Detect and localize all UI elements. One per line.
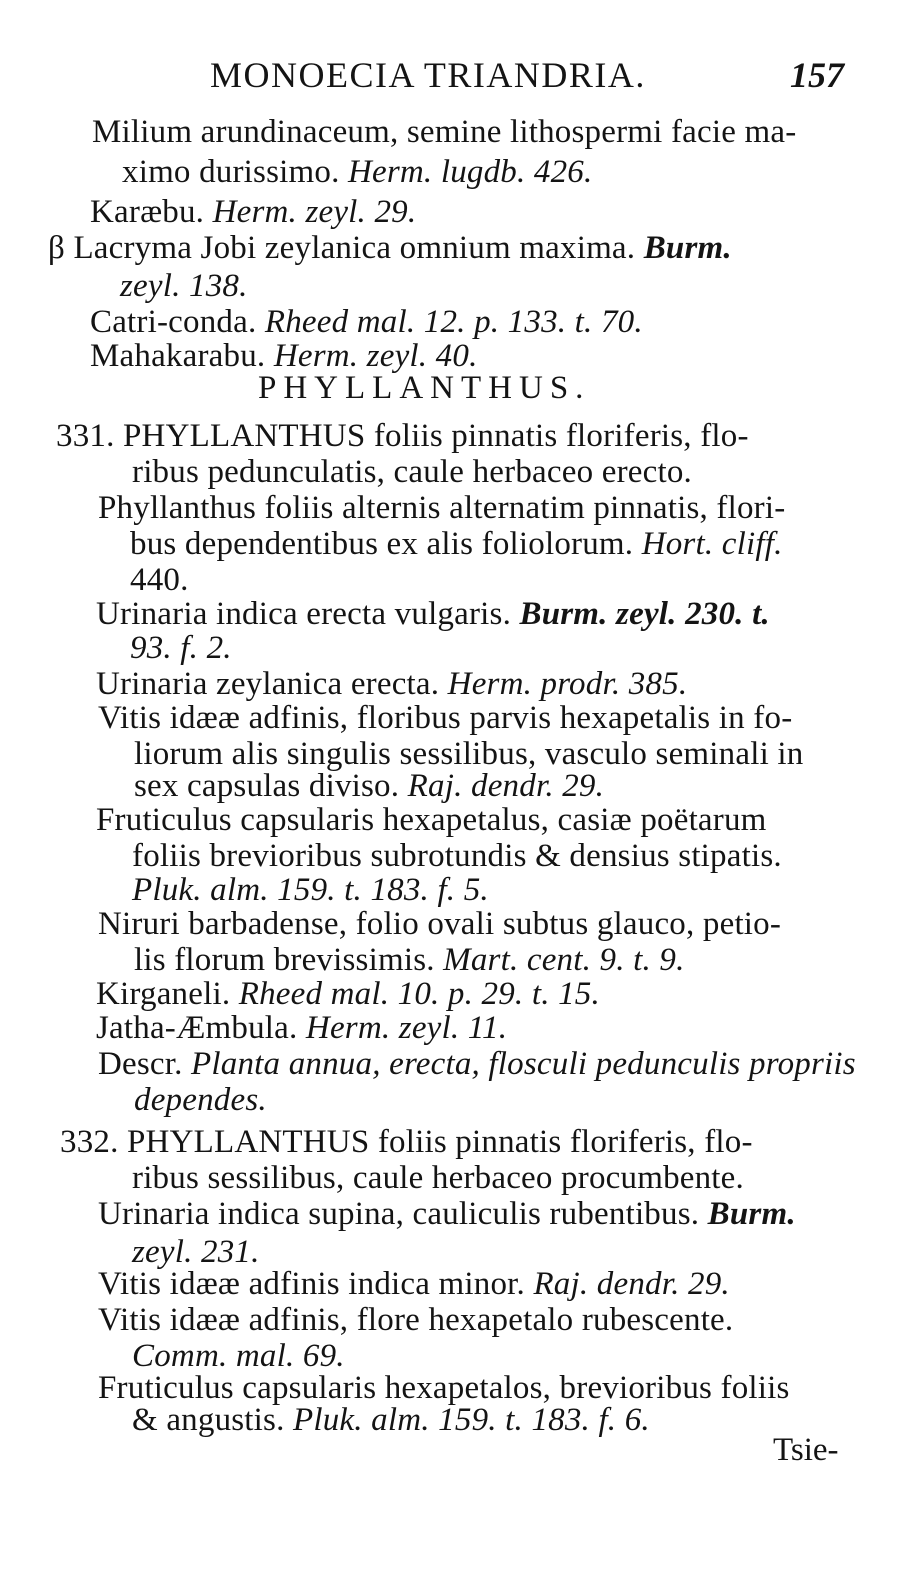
text-line: Vitis idææ adfinis, flore hexapetalo rubescente. [98,1302,734,1338]
text-line: Urinaria indica erecta vulgaris. Burm. zeyl. 230. t. [96,596,770,632]
text-line: & angustis. Pluk. alm. 159. t. 183. f. 6. [132,1402,650,1438]
running-title: MONOECIA TRIANDRIA. [210,55,646,95]
text-line: Pluk. alm. 159. t. 183. f. 5. [132,872,489,908]
text-line: Vitis idææ adfinis indica minor. Raj. dendr. 29. [98,1266,730,1302]
text-line: Kirganeli. Rheed mal. 10. p. 29. t. 15. [96,976,600,1012]
text-line: Jatha-Æmbula. Herm. zeyl. 11. [96,1010,508,1046]
text-line: 93. f. 2. [130,630,232,666]
text-line: zeyl. 138. [120,268,248,304]
text-line: β Lacryma Jobi zeylanica omnium maxima. Burm. [48,230,732,266]
text-line: zeyl. 231. [132,1234,260,1270]
text-line: Comm. mal. 69. [132,1338,345,1374]
text-line: Urinaria indica supina, cauliculis rubentibus. Burm. [98,1196,796,1232]
species-heading: 332. PHYLLANTHUS foliis pinnatis floriferis, flo- [60,1124,753,1160]
text-line: Mahakarabu. Herm. zeyl. 40. [90,338,478,374]
section-heading: PHYLLANTHUS. [258,370,591,406]
text-line: Descr. Planta annua, erecta, flosculi pedunculis propriis [98,1046,856,1082]
species-heading: 331. PHYLLANTHUS foliis pinnatis floriferis, flo- [56,418,749,454]
text-line: 440. [130,562,189,598]
catchword: Tsie- [773,1432,839,1468]
text-line: Milium arundinaceum, semine lithospermi facie ma- [92,114,797,150]
text-line: ribus sessilibus, caule herbaceo procumbente. [132,1160,744,1196]
page-number: 157 [790,55,844,95]
text-line: liorum alis singulis sessilibus, vasculo seminali in [134,736,804,772]
text-line: Karæbu. Herm. zeyl. 29. [90,194,417,230]
text-line: Urinaria zeylanica erecta. Herm. prodr. 385. [96,666,688,702]
text-line: sex capsulas diviso. Raj. dendr. 29. [134,768,605,804]
text-line: ximo durissimo. Herm. lugdb. 426. [122,154,593,190]
text-line: lis florum brevissimis. Mart. cent. 9. t. 9. [134,942,685,978]
text-line: Phyllanthus foliis alternis alternatim pinnatis, flori- [98,490,786,526]
text-line: Fruticulus capsularis hexapetalus, casiæ poëtarum [96,802,767,838]
text-line: Vitis idææ adfinis, floribus parvis hexapetalis in fo- [98,700,793,736]
text-line: ribus pedunculatis, caule herbaceo erecto. [132,454,692,490]
text-line: foliis brevioribus subrotundis & densius stipatis. [132,838,782,874]
text-line: Catri-conda. Rheed mal. 12. p. 133. t. 70. [90,304,643,340]
text-line: dependes. [134,1082,267,1118]
text-line: Niruri barbadense, folio ovali subtus glauco, petio- [98,906,782,942]
text-line: bus dependentibus ex alis foliolorum. Hort. cliff. [130,526,783,562]
text-line: Fruticulus capsularis hexapetalos, brevioribus foliis [98,1370,790,1406]
